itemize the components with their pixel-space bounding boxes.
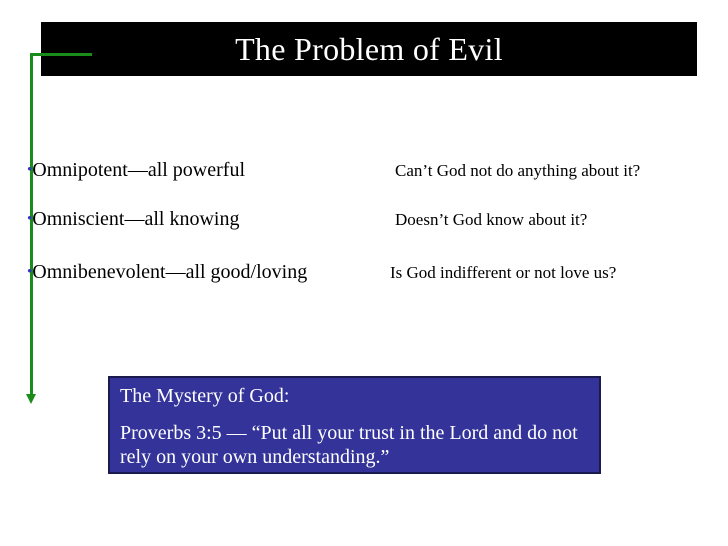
connector-line-horizontal [30, 53, 92, 56]
slide-title: The Problem of Evil [235, 31, 503, 67]
bullet-icon: • [27, 211, 33, 227]
attribute-question: Is God indifferent or not love us? [390, 263, 617, 282]
bullet-icon: • [27, 264, 33, 280]
mystery-callout-box [108, 376, 601, 474]
scripture-quote: Proverbs 3:5 — “Put all your trust in the Lord and do not rely on your own understanding.” [120, 422, 578, 468]
attribute-label: Omniscient—all knowing [32, 208, 240, 230]
title-bar [41, 22, 697, 76]
attribute-question: Can’t God not do anything about it? [395, 161, 641, 180]
attribute-row-omniscient [0, 208, 728, 236]
mystery-heading: The Mystery of God: [120, 385, 290, 407]
attribute-row-omnibenevolent [0, 261, 728, 289]
bullet-icon: • [27, 162, 33, 178]
attribute-label: Omnipotent—all powerful [32, 159, 245, 181]
attribute-row-omnipotent [0, 159, 728, 187]
arrow-down-icon [26, 394, 36, 404]
attribute-question: Doesn’t God know about it? [395, 210, 588, 229]
attribute-label: Omnibenevolent—all good/loving [32, 261, 308, 283]
